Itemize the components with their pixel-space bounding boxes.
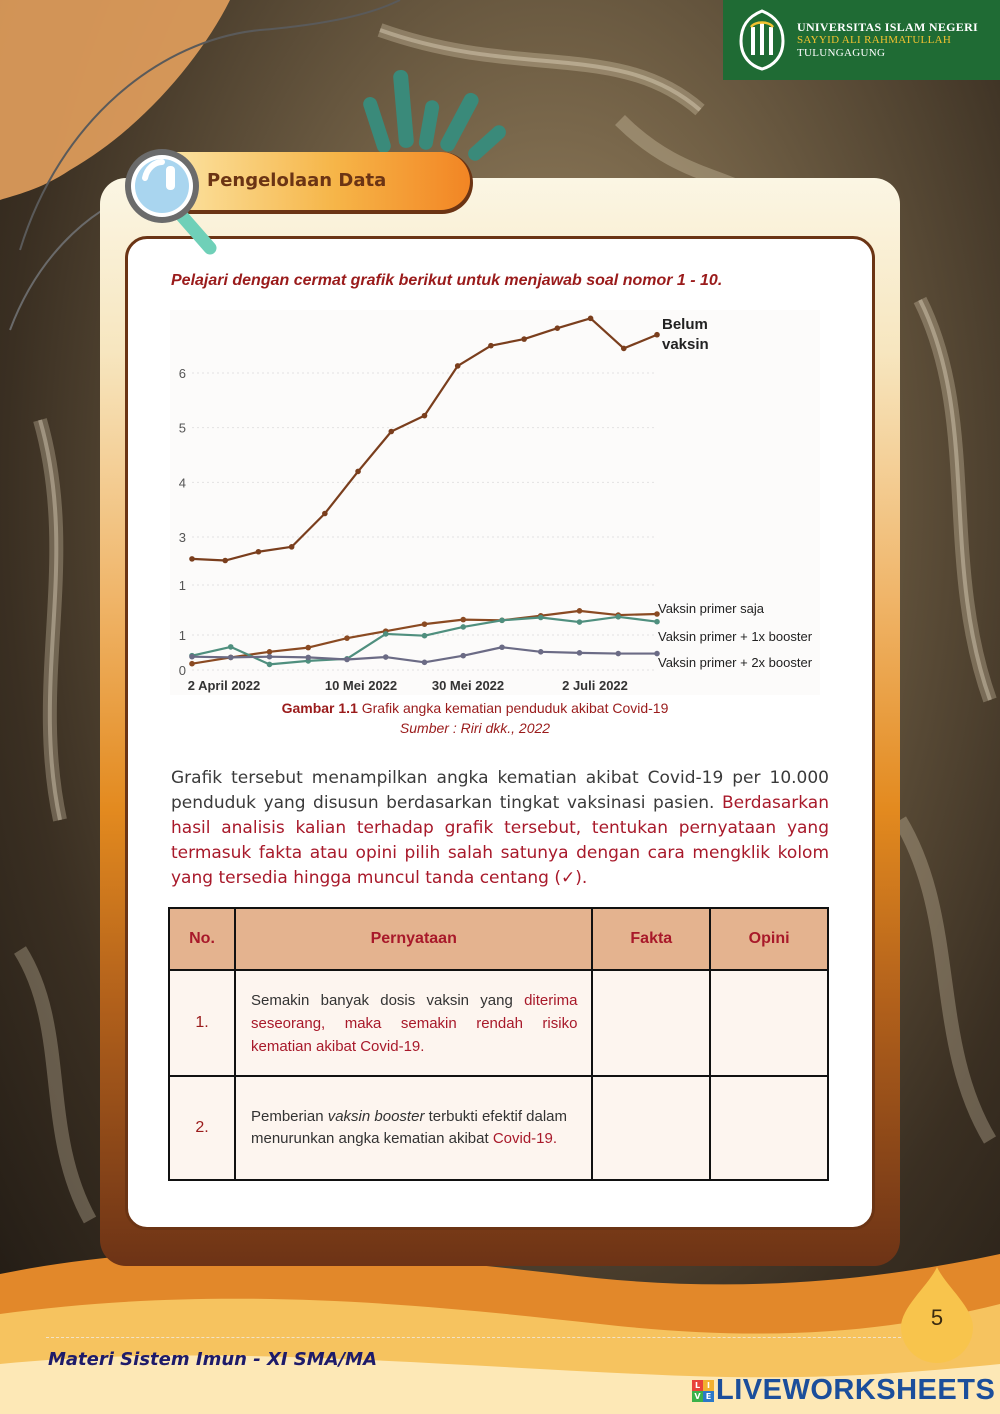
data-point [654, 619, 660, 625]
data-point [499, 644, 505, 650]
table-row [169, 1076, 828, 1180]
data-point [228, 644, 234, 650]
opinion-checkbox-1[interactable] [710, 970, 828, 1076]
data-point [189, 556, 195, 562]
statement-text-d: Covid-19. [492, 1130, 558, 1147]
liveworksheets-logo [692, 1374, 995, 1407]
fact-checkbox-1[interactable] [592, 970, 710, 1076]
row-number: 1. [169, 970, 235, 1076]
liveworksheets-brand: LIVEWORKSHEETS [716, 1374, 996, 1406]
row-number: 2. [169, 1076, 235, 1180]
header-statement: Pernyataan [235, 908, 592, 970]
instruction-text: Pelajari dengan cermat grafik berikut untuk menjawab soal nomor 1 - 10. [171, 272, 723, 289]
data-point [222, 558, 228, 564]
data-point [488, 343, 494, 349]
figure-source: Sumber : Riri dkk., 2022 [399, 720, 551, 736]
magnifier-icon [118, 146, 228, 258]
statement-table [168, 907, 829, 1181]
data-point [621, 346, 627, 352]
university-name-line3: TULUNGAGUNG [797, 46, 886, 59]
data-point [189, 654, 195, 660]
data-point [555, 325, 561, 331]
x-tick-label: 30 Mei 2022 [431, 678, 505, 693]
data-point [228, 655, 234, 661]
data-point [383, 654, 389, 660]
data-point [577, 650, 583, 656]
data-point [422, 633, 428, 639]
y-tick-label: 4 [178, 475, 186, 491]
x-tick-label: 2 April 2022 [187, 678, 261, 693]
statement-cell [235, 1076, 592, 1180]
data-point [460, 624, 466, 630]
y-tick-label: 5 [178, 420, 186, 436]
question-paragraph [171, 766, 829, 891]
statement-text-b: vaksin booster [327, 1108, 425, 1125]
statement-text-red: diterima seseorang, maka semakin rendah risiko kematian akibat Covid-19. [251, 991, 578, 1055]
series-label: Vaksin primer + 1x booster [658, 629, 813, 644]
data-point [460, 653, 466, 659]
university-emblem-icon [737, 9, 787, 71]
university-logo [723, 0, 1000, 80]
series-label-vaksin: vaksin [662, 336, 709, 353]
section-title: Pengelolaan Data [207, 170, 387, 191]
data-point [256, 549, 262, 555]
opinion-checkbox-2[interactable] [710, 1076, 828, 1180]
data-point [267, 654, 273, 660]
table-row [169, 970, 828, 1076]
header-opinion: Opini [710, 908, 828, 970]
data-point [588, 316, 594, 322]
data-point [267, 662, 273, 668]
statement-text-a: Pemberian [251, 1108, 328, 1125]
data-point [577, 608, 583, 614]
data-point [654, 332, 660, 338]
statement-text-dark: Semakin banyak dosis vaksin yang [251, 991, 513, 1009]
data-point [577, 619, 583, 625]
data-point [344, 657, 350, 663]
fact-checkbox-2[interactable] [592, 1076, 710, 1180]
y-tick-label: 1 [178, 578, 186, 593]
data-point [615, 614, 621, 620]
paragraph-part1: Grafik tersebut menampilkan angka kematian akibat Covid-19 per 10.000 penduduk yang disusun berdasarkan tingkat vaksinasi pasien. [171, 768, 829, 813]
data-point [499, 618, 505, 624]
page-number: 5 [930, 1305, 944, 1330]
x-tick-label: 2 Juli 2022 [562, 678, 628, 693]
data-point [189, 661, 195, 667]
data-point [305, 655, 311, 661]
header-no: No. [169, 908, 235, 970]
data-point [538, 615, 544, 621]
footer-divider [46, 1337, 906, 1338]
y-tick-label: 3 [178, 530, 186, 545]
data-point [422, 660, 428, 666]
series-label: Vaksin primer saja [658, 601, 764, 616]
data-point [422, 413, 428, 419]
data-point [289, 544, 295, 550]
statement-text-c: terbukti efektif dalam menurunkan angka kematian akibat [251, 1108, 568, 1147]
x-tick-label: 10 Mei 2022 [324, 678, 398, 693]
covid-death-chart [170, 310, 820, 695]
data-point [455, 363, 461, 369]
university-name-line1: UNIVERSITAS ISLAM NEGERI [797, 19, 979, 34]
table-header-row [169, 908, 828, 970]
figure-caption-text: Grafik angka kematian penduduk akibat Covid-19 [361, 700, 669, 716]
data-point [388, 429, 394, 435]
y-tick-label: 1 [178, 628, 186, 643]
liveworksheets-icon: L I V E [692, 1380, 714, 1402]
series-label: Vaksin primer + 2x booster [658, 655, 813, 670]
series-line [192, 318, 657, 560]
data-point [615, 651, 621, 657]
chart-svg [170, 310, 820, 695]
data-point [383, 631, 389, 637]
paragraph-part2: Berdasarkan hasil analisis kalian terhadap grafik tersebut, tentukan pernyataan yang termasuk fakta atau opini pilih salah satunya dengan cara mengklik kolom yang tersedia hingga muncul tanda centang (✓). [171, 793, 829, 888]
figure-label: Gambar 1.1 [281, 700, 358, 716]
data-point [355, 469, 361, 475]
data-point [305, 645, 311, 651]
data-point [422, 621, 428, 627]
data-point [460, 617, 466, 623]
data-point [538, 649, 544, 655]
data-point [267, 649, 273, 655]
footer-title: Materi Sistem Imun - XI SMA/MA [48, 1349, 378, 1370]
y-tick-label: 6 [178, 366, 186, 381]
data-point [344, 635, 350, 641]
data-point [322, 511, 328, 517]
university-name-line2: SAYYID ALI RAHMATULLAH [797, 33, 952, 46]
figure-caption [170, 700, 780, 716]
statement-cell [235, 970, 592, 1076]
data-point [521, 336, 527, 342]
y-tick-label: 0 [178, 663, 186, 678]
series-label-belum: Belum [662, 316, 708, 333]
header-fact: Fakta [592, 908, 710, 970]
